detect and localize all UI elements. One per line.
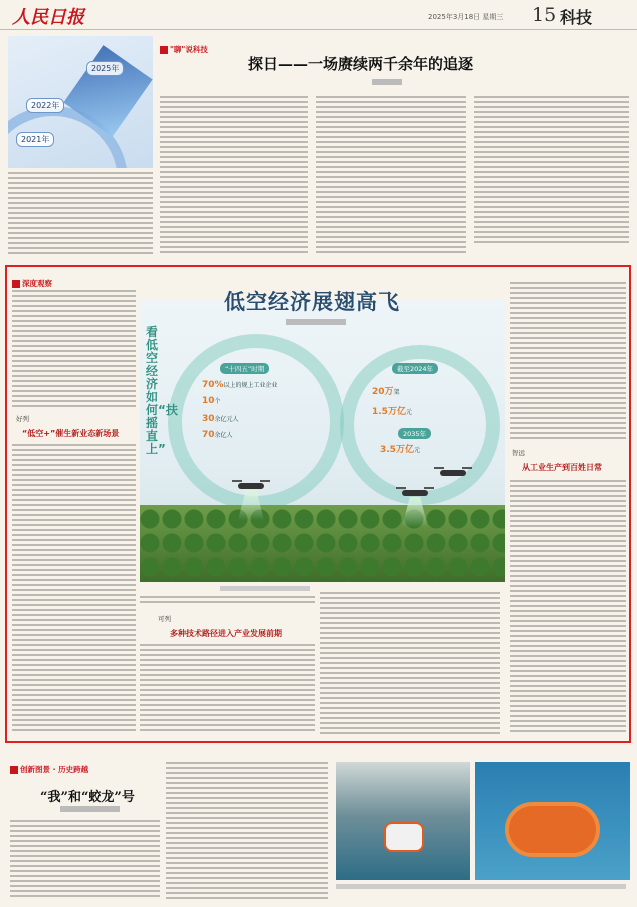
left-panel-heading: “十四五”时期: [220, 363, 269, 374]
top-illustration: [8, 36, 153, 168]
submersible: [384, 822, 424, 852]
year-label-2: 2022年: [26, 98, 64, 113]
tag-marker-icon: [10, 766, 18, 774]
top-story-tag: "聊"说科技: [160, 44, 208, 55]
feature-tag: 深度观察: [12, 278, 52, 289]
top-story-headline: 探日——一场赓续两千余年的追逐: [248, 55, 474, 73]
right-stat-2: 1.5万亿元: [372, 407, 412, 417]
newspaper-logo: 人民日报: [12, 7, 84, 28]
infographic-caption: [220, 586, 310, 591]
drone-icon: [402, 490, 428, 496]
masthead: [0, 0, 637, 30]
ocean-raft-photo: [475, 762, 630, 880]
left-stat-4: 70余亿人: [202, 430, 233, 440]
bottom-story-title: “我”和“蛟龙”号: [40, 790, 135, 805]
feature-text-col-4b: [510, 480, 626, 734]
left-stat-3: 30余亿元人: [202, 414, 239, 424]
drone-icon: [238, 483, 264, 489]
tag-marker-icon: [160, 46, 168, 54]
left-stat-2: 10个: [202, 396, 221, 406]
subhead-middle: 多种技术路径进入产业发展前期: [170, 629, 282, 638]
subhead-key-left: 好列: [16, 415, 29, 423]
right-panel-heading: 截至2024年: [392, 363, 438, 374]
feature-text-col-2a: [140, 596, 315, 606]
page-number: 15: [532, 4, 557, 26]
subhead-right: 从工业生产到百姓日常: [522, 463, 602, 472]
feature-text-col-2b: [140, 644, 315, 734]
top-story-text-col-2: [160, 96, 308, 256]
bottom-text-col-1: [10, 820, 160, 900]
subhead-key-middle: 可列: [158, 615, 171, 623]
photo-caption: [336, 884, 626, 889]
crop-field-illustration: [140, 505, 505, 582]
right-panel-subheading: 2035年: [398, 428, 431, 439]
year-label-3: 2021年: [16, 132, 54, 147]
feature-text-col-3: [320, 592, 500, 734]
infographic-vertical-title: 看低空经济如何“扶摇直上”: [146, 325, 178, 456]
feature-text-col-4a: [510, 282, 626, 442]
submersible-photo: [336, 762, 470, 880]
section-name: 科技: [560, 8, 593, 27]
bottom-text-col-2: [166, 762, 328, 900]
feature-title: 低空经济展翅高飞: [224, 290, 400, 314]
tag-marker-icon: [12, 280, 20, 288]
right-stat-1: 20万架: [372, 387, 400, 397]
subhead-left: “低空+”催生新业态新场景: [22, 429, 120, 438]
feature-text-col-1a: [12, 290, 136, 408]
left-stat-1: 70%以上的规上工业企业: [202, 380, 278, 390]
top-story-text-col-1: [8, 172, 153, 256]
year-label-1: 2025年: [86, 61, 124, 76]
top-story-text-col-3: [316, 96, 466, 256]
drone-icon: [440, 470, 466, 476]
subhead-key-right: 智远: [512, 449, 525, 457]
recovery-raft: [505, 802, 600, 857]
feature-text-col-1b: [12, 444, 136, 734]
issue-date: 2025年3月18日 星期三: [428, 13, 504, 21]
bottom-story-tag: 创新图景 · 历史跨越: [10, 764, 88, 775]
right-final-stat: 3.5万亿元: [380, 445, 420, 455]
bottom-story-byline: [60, 806, 120, 812]
top-story-byline: [372, 79, 402, 85]
top-story-text-col-4: [474, 96, 629, 246]
feature-byline: [286, 319, 346, 325]
